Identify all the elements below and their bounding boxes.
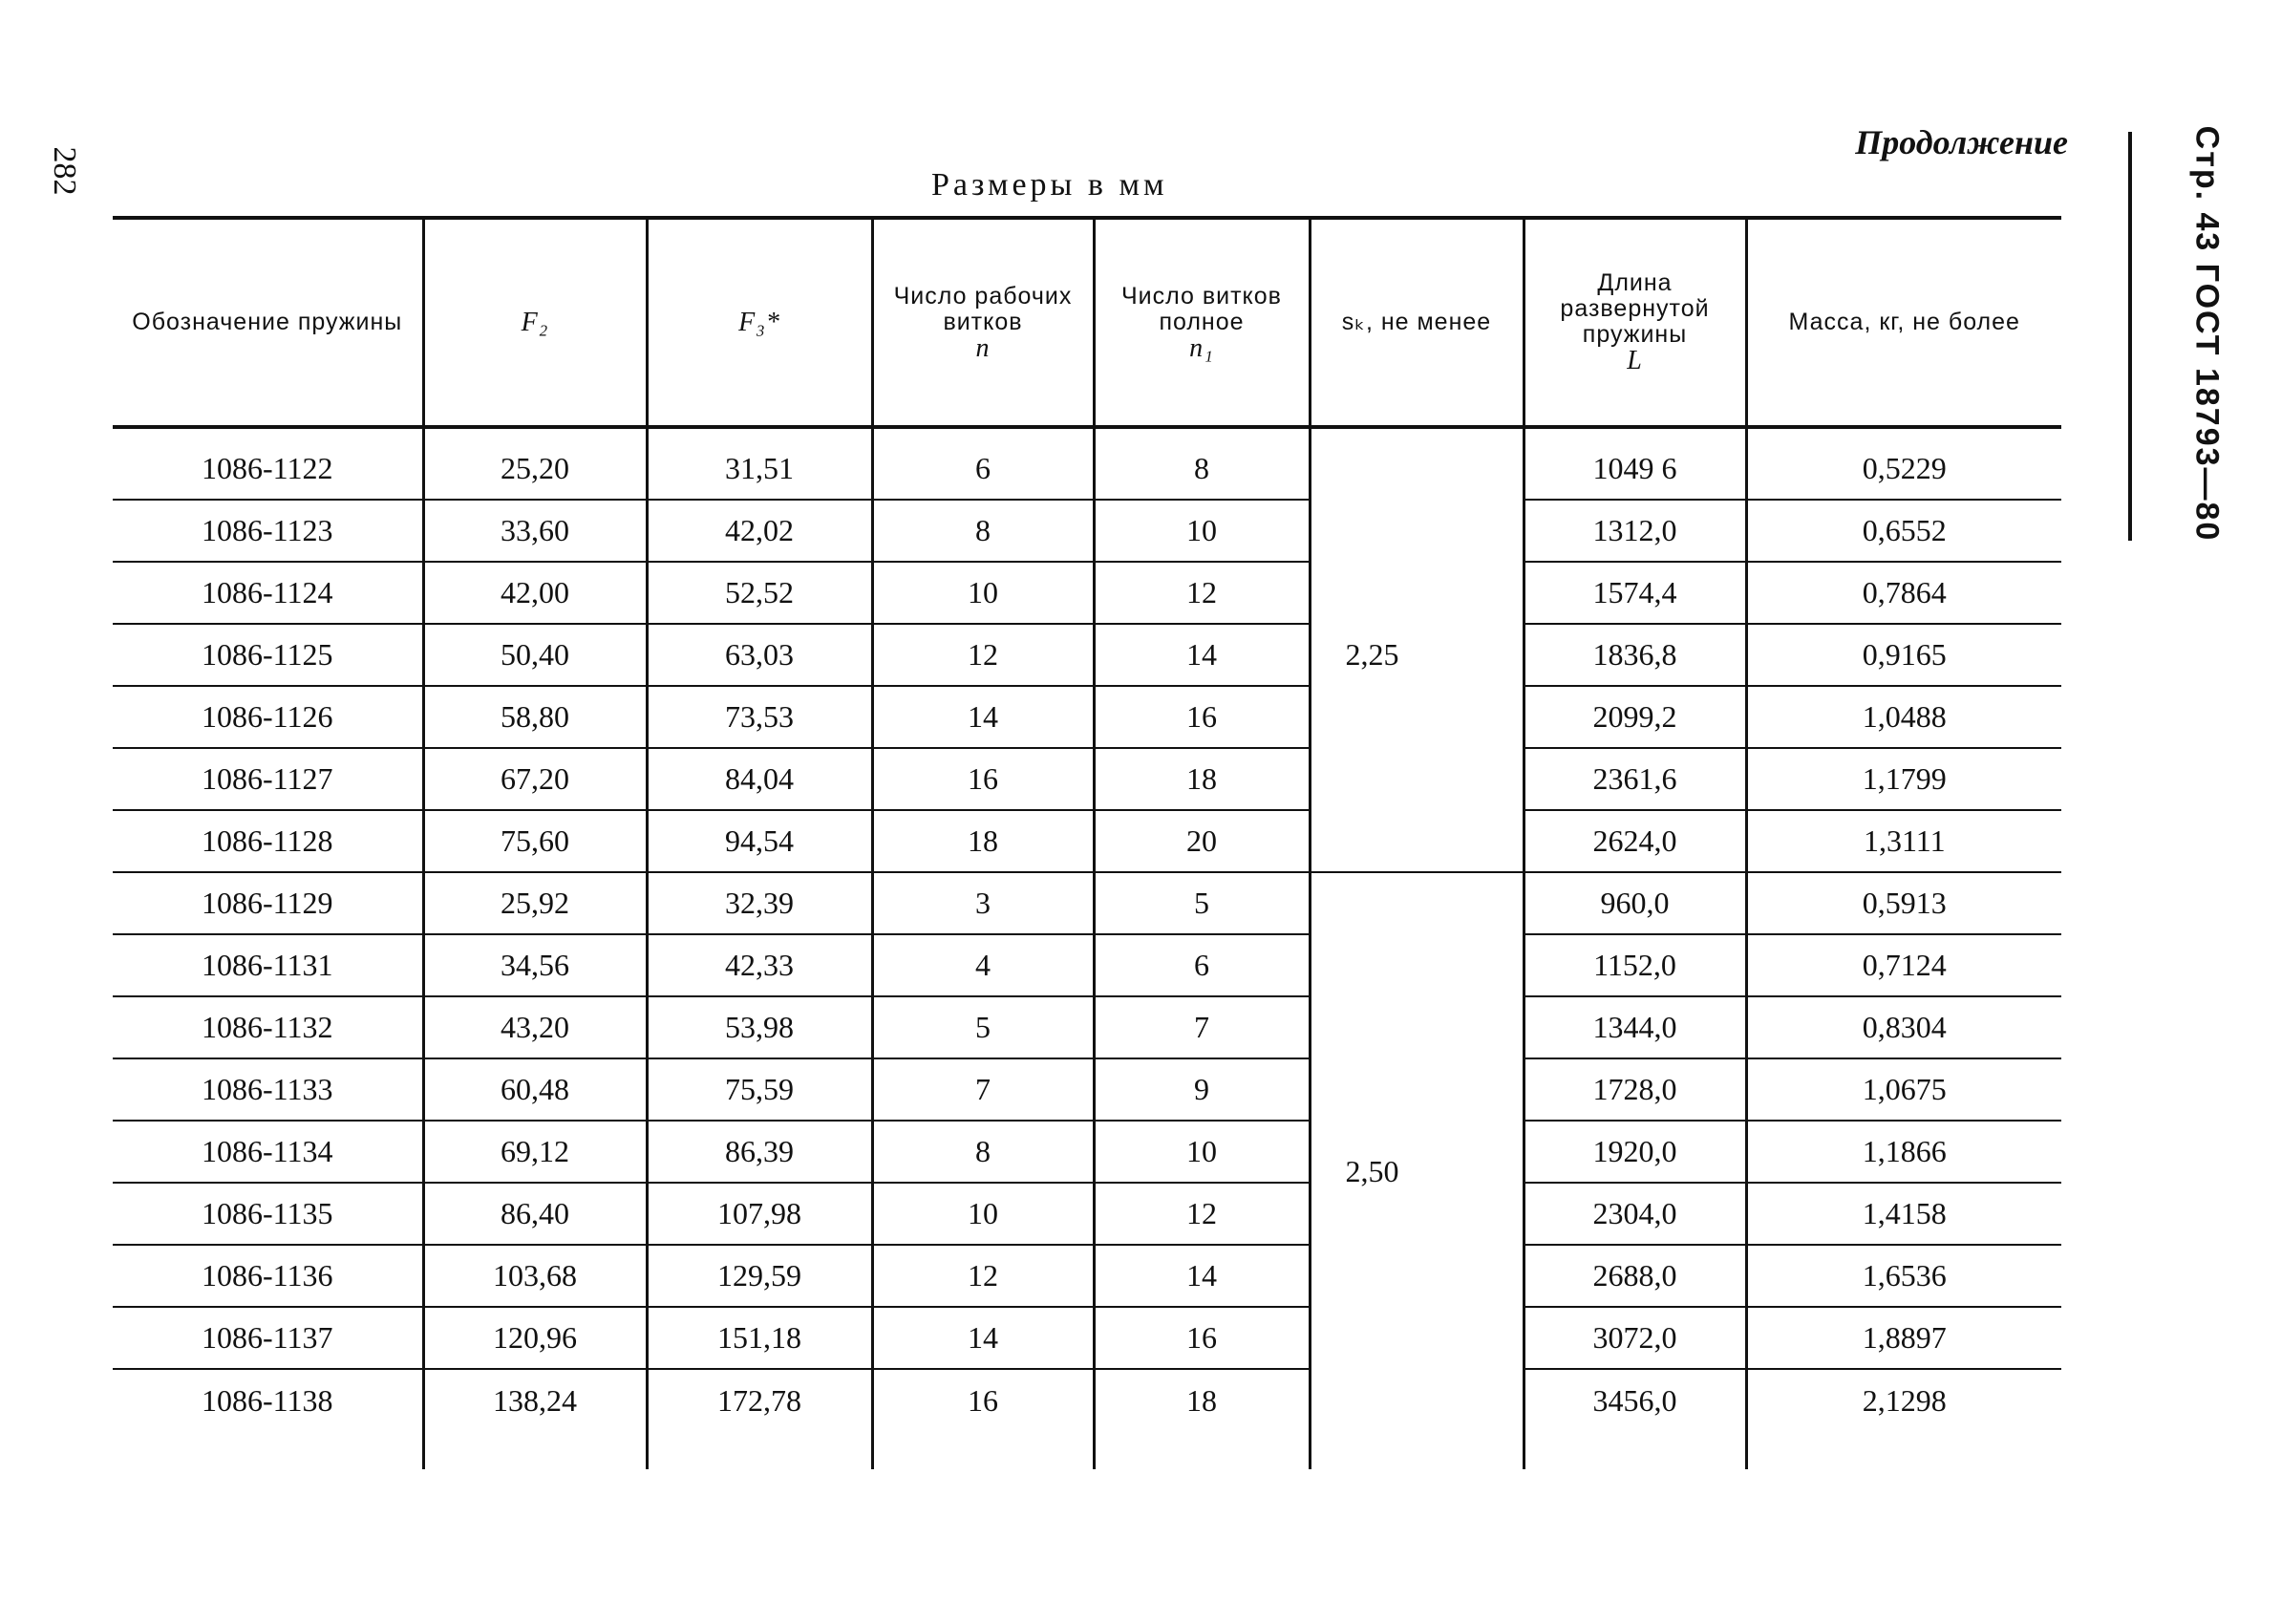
- header-f3: [647, 218, 872, 427]
- cell-designation: 1086-1138: [202, 1383, 333, 1418]
- cell-f2: 60,48: [423, 1058, 647, 1121]
- cell-f2: 86,40: [423, 1183, 647, 1245]
- cell-f2: 138,24: [423, 1369, 647, 1469]
- cell-mass: 1,6536: [1746, 1245, 2061, 1307]
- header-designation: [113, 218, 423, 427]
- header-working-coils-text: Число рабочих витков: [893, 282, 1073, 335]
- header-length-symbol: L: [1627, 346, 1643, 375]
- table-row: [113, 996, 2061, 1058]
- cell-f2: 42,00: [423, 562, 647, 624]
- cell-mass: 0,7864: [1746, 562, 2061, 624]
- header-mass: [1746, 218, 2061, 427]
- cell-f3: 129,59: [647, 1245, 872, 1307]
- table-row: [113, 748, 2061, 810]
- sk-cell: 2,50: [1310, 872, 1524, 1469]
- cell-length: 1574,4: [1524, 562, 1746, 624]
- cell-f2: 25,20: [423, 427, 647, 500]
- header-total-coils-symbol: n₁: [1189, 332, 1214, 363]
- table-row: [113, 1369, 2061, 1469]
- cell-n1: 14: [1094, 624, 1310, 686]
- page-number: 282: [47, 146, 82, 196]
- cell-f2: 120,96: [423, 1307, 647, 1369]
- cell-n: 12: [872, 624, 1094, 686]
- cell-mass: 1,8897: [1746, 1307, 2061, 1369]
- cell-n: 6: [872, 427, 1094, 500]
- cell-n1: 5: [1094, 872, 1310, 934]
- cell-length: 2304,0: [1524, 1183, 1746, 1245]
- cell-n1: 10: [1094, 500, 1310, 562]
- cell-n: 18: [872, 810, 1094, 872]
- cell-designation: 1086-1124: [113, 562, 423, 624]
- cell-n1: 18: [1094, 748, 1310, 810]
- cell-designation: 1086-1128: [113, 810, 423, 872]
- cell-f3: 75,59: [647, 1058, 872, 1121]
- cell-n1: 12: [1094, 1183, 1310, 1245]
- cell-mass: 0,5913: [1746, 872, 2061, 934]
- table-row: [113, 1121, 2061, 1183]
- cell-n: 14: [872, 686, 1094, 748]
- cell-f2: 25,92: [423, 872, 647, 934]
- cell-length: 2361,6: [1524, 748, 1746, 810]
- cell-n: 4: [872, 934, 1094, 996]
- cell-n1: 10: [1094, 1121, 1310, 1183]
- header-f3-text: F₃*: [738, 307, 780, 337]
- cell-n1: 16: [1094, 1307, 1310, 1369]
- table-row: [113, 810, 2061, 872]
- table-row: [113, 1307, 2061, 1369]
- cell-mass: 1,1799: [1746, 748, 2061, 810]
- cell-f2: 33,60: [423, 500, 647, 562]
- cell-f3: 52,52: [647, 562, 872, 624]
- cell-n: 5: [872, 996, 1094, 1058]
- cell-designation: 1086-1127: [113, 748, 423, 810]
- cell-f2: 75,60: [423, 810, 647, 872]
- table-body: [113, 427, 2061, 1469]
- cell-n1: 18: [1094, 1369, 1310, 1469]
- cell-f3: 151,18: [647, 1307, 872, 1369]
- table-row: [113, 1058, 2061, 1121]
- cell-mass: 1,3111: [1746, 810, 2061, 872]
- header-sk-text: sₖ, не менее: [1341, 309, 1492, 335]
- cell-mass: 0,7124: [1746, 934, 2061, 996]
- cell-n: 10: [872, 1183, 1094, 1245]
- cell-n1: 9: [1094, 1058, 1310, 1121]
- table-row: [113, 624, 2061, 686]
- cell-f2: 34,56: [423, 934, 647, 996]
- cell-designation: 1086-1129: [113, 872, 423, 934]
- cell-length: 2624,0: [1524, 810, 1746, 872]
- cell-designation: 1086-1135: [113, 1183, 423, 1245]
- cell-n: 16: [872, 748, 1094, 810]
- cell-mass: 1,0488: [1746, 686, 2061, 748]
- cell-mass: 1,1866: [1746, 1121, 2061, 1183]
- header-f2-text: F₂: [521, 307, 549, 337]
- cell-f3: 31,51: [647, 427, 872, 500]
- continuation-label: Продолжение: [1855, 123, 2068, 161]
- header-mass-text: Масса, кг, не более: [1788, 309, 2020, 335]
- table-header-row: [113, 218, 2061, 427]
- cell-designation: 1086-1131: [113, 934, 423, 996]
- cell-n: 3: [872, 872, 1094, 934]
- table-row: [113, 686, 2061, 748]
- cell-n: 8: [872, 1121, 1094, 1183]
- header-working-coils-symbol: n: [975, 332, 991, 363]
- cell-f3: 172,78: [647, 1369, 872, 1469]
- cell-mass: 0,6552: [1746, 500, 2061, 562]
- cell-length: 2099,2: [1524, 686, 1746, 748]
- cell-f3: 42,02: [647, 500, 872, 562]
- cell-f3: 42,33: [647, 934, 872, 996]
- cell-designation: 1086-1126: [113, 686, 423, 748]
- sk-cell: 2,25: [1310, 427, 1524, 872]
- cell-n1: 12: [1094, 562, 1310, 624]
- cell-n: 12: [872, 1245, 1094, 1307]
- cell-length: 2688,0: [1524, 1245, 1746, 1307]
- cell-n: 14: [872, 1307, 1094, 1369]
- table-row: [113, 562, 2061, 624]
- header-designation-text: Обозначение пружины: [132, 309, 403, 335]
- table-row: [113, 427, 2061, 500]
- table-row: [113, 1245, 2061, 1307]
- cell-n1: 8: [1094, 427, 1310, 500]
- cell-f3: 73,53: [647, 686, 872, 748]
- cell-length: 1049 6: [1524, 427, 1746, 500]
- cell-f2: 67,20: [423, 748, 647, 810]
- header-sk: [1310, 218, 1524, 427]
- cell-f2: 50,40: [423, 624, 647, 686]
- cell-length: 1836,8: [1524, 624, 1746, 686]
- cell-f2: 43,20: [423, 996, 647, 1058]
- header-working-coils: [872, 218, 1094, 427]
- spring-table: [113, 216, 2061, 1469]
- cell-mass: 0,5229: [1746, 427, 2061, 500]
- cell-length: 3072,0: [1524, 1307, 1746, 1369]
- cell-f2: 103,68: [423, 1245, 647, 1307]
- units-caption: Размеры в мм: [931, 167, 1168, 203]
- header-total-coils-text: Число витков полное: [1121, 282, 1282, 335]
- cell-mass: 0,9165: [1746, 624, 2061, 686]
- cell-n1: 7: [1094, 996, 1310, 1058]
- cell-designation: 1086-1134: [113, 1121, 423, 1183]
- cell-f3: 53,98: [647, 996, 872, 1058]
- cell-length: 3456,0: [1524, 1369, 1746, 1469]
- header-length-text: Длина развернутой пружины: [1560, 269, 1710, 348]
- cell-length: 1152,0: [1524, 934, 1746, 996]
- cell-n: 16: [872, 1369, 1094, 1469]
- cell-n1: 16: [1094, 686, 1310, 748]
- cell-f3: 84,04: [647, 748, 872, 810]
- table-row: [113, 500, 2061, 562]
- cell-mass: 1,0675: [1746, 1058, 2061, 1121]
- cell-f3: 86,39: [647, 1121, 872, 1183]
- side-header: Стр. 43 ГОСТ 18793—80: [2188, 125, 2226, 543]
- cell-mass: 0,8304: [1746, 996, 2061, 1058]
- cell-n: 8: [872, 500, 1094, 562]
- table-row: [113, 1183, 2061, 1245]
- cell-designation: 1086-1123: [113, 500, 423, 562]
- cell-f2: 58,80: [423, 686, 647, 748]
- cell-length: 1344,0: [1524, 996, 1746, 1058]
- cell-designation: 1086-1133: [113, 1058, 423, 1121]
- cell-designation: 1086-1136: [113, 1245, 423, 1307]
- cell-n1: 14: [1094, 1245, 1310, 1307]
- cell-f3: 94,54: [647, 810, 872, 872]
- header-total-coils: [1094, 218, 1310, 427]
- cell-length: 1728,0: [1524, 1058, 1746, 1121]
- cell-n1: 20: [1094, 810, 1310, 872]
- cell-n1: 6: [1094, 934, 1310, 996]
- cell-length: 960,0: [1524, 872, 1746, 934]
- cell-n: 10: [872, 562, 1094, 624]
- cell-f3: 32,39: [647, 872, 872, 934]
- header-f2: [423, 218, 647, 427]
- header-length: [1524, 218, 1746, 427]
- cell-designation: 1086-1125: [113, 624, 423, 686]
- side-rule: [2128, 132, 2132, 541]
- cell-designation: 1086-1122: [113, 427, 423, 500]
- cell-mass: 2,1298: [1746, 1369, 2061, 1469]
- cell-n: 7: [872, 1058, 1094, 1121]
- table-row: [113, 934, 2061, 996]
- cell-f3: 63,03: [647, 624, 872, 686]
- table-row: [113, 872, 2061, 934]
- cell-mass: 1,4158: [1746, 1183, 2061, 1245]
- cell-length: 1920,0: [1524, 1121, 1746, 1183]
- cell-designation: 1086-1132: [113, 996, 423, 1058]
- cell-f2: 69,12: [423, 1121, 647, 1183]
- cell-length: 1312,0: [1524, 500, 1746, 562]
- cell-designation: 1086-1137: [113, 1307, 423, 1369]
- cell-f3: 107,98: [647, 1183, 872, 1245]
